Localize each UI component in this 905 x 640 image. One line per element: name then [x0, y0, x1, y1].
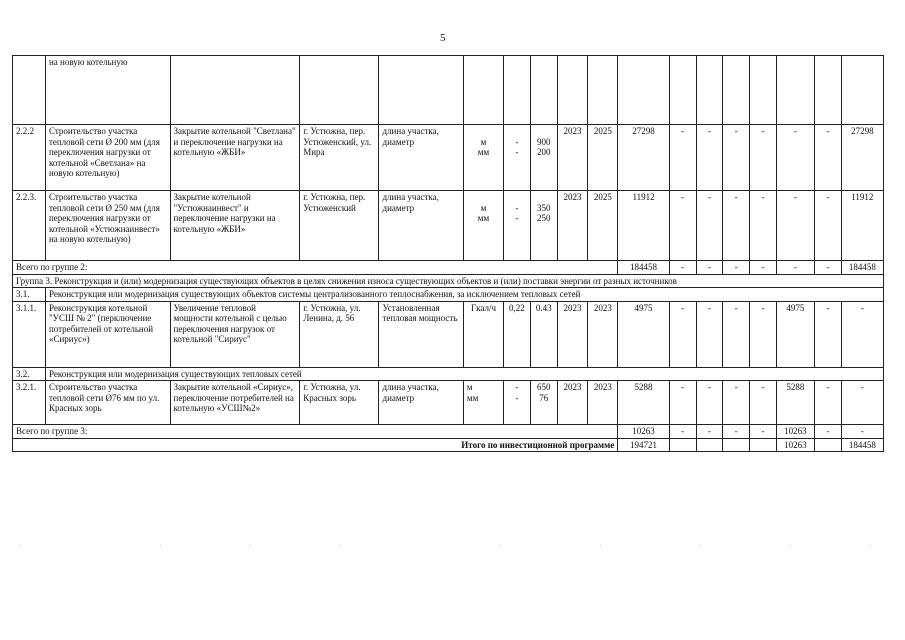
cell-year-value: -: [814, 425, 841, 439]
cell-total: 5288: [618, 381, 669, 425]
cell-year-value: [750, 438, 777, 452]
cell-location: г. Устюжна, ул. Ленина, д. 56: [300, 301, 379, 367]
cell-year-value: -: [669, 301, 696, 367]
cell-final-total: 184458: [841, 438, 883, 452]
cell-year-value: [723, 438, 750, 452]
table-row: [13, 56, 884, 125]
cell-year-value: -: [814, 301, 841, 367]
table-row: [13, 301, 884, 367]
cell-final-total: -: [841, 301, 883, 367]
cell-total: 27298: [618, 125, 669, 191]
cell-num: 2.2.3.: [13, 191, 46, 261]
cell-year-value: -: [723, 301, 750, 367]
cell-year-value: -: [723, 191, 750, 261]
section-row: [13, 288, 884, 302]
cell-end-year: 2023: [588, 301, 618, 367]
grand-total-label: Итого по инвестиционной программе: [13, 438, 618, 452]
cell-param: длина участка, диаметр: [379, 125, 463, 191]
cell-start-year: 2023: [557, 191, 588, 261]
cell-unit: Гкал/ч: [463, 301, 503, 367]
section-num: 3.1.: [13, 288, 46, 302]
group-total-row: [13, 425, 884, 439]
cell-param: Установленная тепловая мощность: [379, 301, 463, 367]
cell-year-value: -: [750, 125, 777, 191]
cell-num: 3.2.1.: [13, 381, 46, 425]
cell-start-year: 2023: [557, 381, 588, 425]
cell-name: на новую котельную: [45, 56, 170, 125]
cell-year-value: -: [723, 381, 750, 425]
scan-noise: [0, 545, 905, 551]
cell-year-value: -: [669, 191, 696, 261]
cell-name: Строительство участка тепловой сети Ø76 мм по ул. Красных зорь: [45, 381, 170, 425]
table-row: [13, 381, 884, 425]
cell-year-value: 10263: [776, 438, 814, 452]
cell-year-value: -: [814, 381, 841, 425]
section-num: 3.2.: [13, 367, 46, 381]
cell-end-year: 2025: [588, 191, 618, 261]
cell-num: [13, 56, 46, 125]
group-header-row: [13, 274, 884, 288]
cell-before: - -: [504, 381, 531, 425]
table-row: [13, 191, 884, 261]
section-title: Реконструкция или модернизация существующих тепловых сетей: [45, 367, 883, 381]
page-number: 5: [440, 32, 446, 44]
cell-name: Строительство участка тепловой сети Ø 200 мм (для переключения нагрузки от котельной «Светлана» на новую котельную): [45, 125, 170, 191]
cell-start-year: 2023: [557, 125, 588, 191]
cell-location: г. Устюжна, ул. Красных зорь: [300, 381, 379, 425]
table-row: [13, 125, 884, 191]
section-title: Реконструкция или модернизация существующих объектов системы централизованного теплоснабжения, за исключением тепловых сетей: [45, 288, 883, 302]
cell-year-value: -: [776, 191, 814, 261]
cell-name: Реконструкция котельной "УСШ № 2" (перключение потребителей от котельной «Сириус»): [45, 301, 170, 367]
cell-param: длина участка, диаметр: [379, 191, 463, 261]
cell-before: 0,22: [504, 301, 531, 367]
cell-year-value: -: [669, 381, 696, 425]
cell-goal: Закрытие котельной «Сириус», переключение потребителей на котельную «УСШ№2»: [170, 381, 300, 425]
cell-year-value: -: [814, 261, 841, 275]
cell-year-value: -: [776, 261, 814, 275]
cell-final-total: -: [841, 381, 883, 425]
group-total-label: Всего по группе 2:: [13, 261, 618, 275]
cell-total: 194721: [618, 438, 669, 452]
cell-total: 4975: [618, 301, 669, 367]
cell-unit: м мм: [463, 381, 503, 425]
cell-total: 184458: [618, 261, 669, 275]
cell-name: Строительство участка тепловой сети Ø 250 мм (для переключения нагрузки от котельной «Устюжнаинвест» на новую котельную): [45, 191, 170, 261]
group-3-header: Группа 3. Реконструкция и (или) модернизация существующих объектов в целях снижения износа существующих объектов и (или) поставки энергии от разных источников: [13, 274, 884, 288]
cell-location: г. Устюжна, пер. Устюженский: [300, 191, 379, 261]
cell-unit: м мм: [463, 125, 503, 191]
cell-year-value: -: [723, 261, 750, 275]
cell-after: 650 76: [530, 381, 557, 425]
group-total-row: [13, 261, 884, 275]
cell-year-value: -: [696, 261, 723, 275]
cell-year-value: -: [696, 425, 723, 439]
cell-end-year: 2025: [588, 125, 618, 191]
cell-total: 11912: [618, 191, 669, 261]
cell-year-value: 10263: [776, 425, 814, 439]
cell-year-value: -: [723, 125, 750, 191]
cell-year-value: -: [696, 191, 723, 261]
cell-start-year: 2023: [557, 301, 588, 367]
cell-final-total: 11912: [841, 191, 883, 261]
cell-year-value: 5288: [776, 381, 814, 425]
group-total-label: Всего по группе 3:: [13, 425, 618, 439]
cell-param: длина участка, диаметр: [379, 381, 463, 425]
cell-total: 10263: [618, 425, 669, 439]
cell-final-total: 27298: [841, 125, 883, 191]
cell-year-value: [696, 438, 723, 452]
cell-year-value: [669, 438, 696, 452]
cell-location: г. Устюжна, пер. Устюженский, ул. Мира: [300, 125, 379, 191]
cell-year-value: -: [776, 125, 814, 191]
cell-goal: Закрытие котельной "Устюжнаинвест" и переключение нагрузки на котельную «ЖБИ»: [170, 191, 300, 261]
cell-year-value: -: [750, 261, 777, 275]
cell-goal: Увеличение тепловой мощности котельной с целью переключения нагрузок от котельной "Сириус": [170, 301, 300, 367]
cell-year-value: -: [750, 301, 777, 367]
section-row: [13, 367, 884, 381]
cell-year-value: -: [750, 425, 777, 439]
cell-year-value: -: [750, 381, 777, 425]
cell-final-total: 184458: [841, 261, 883, 275]
cell-year-value: -: [723, 425, 750, 439]
cell-year-value: 4975: [776, 301, 814, 367]
cell-after: 350 250: [530, 191, 557, 261]
cell-num: 3.1.1.: [13, 301, 46, 367]
cell-goal: Закрытие котельной "Светлана" и переключение нагрузки на котельную «ЖБИ»: [170, 125, 300, 191]
grand-total-row: [13, 438, 884, 452]
cell-after: 0.43: [530, 301, 557, 367]
cell-year-value: -: [669, 261, 696, 275]
cell-year-value: [814, 438, 841, 452]
investment-program-table: [12, 55, 884, 452]
cell-before: - -: [504, 125, 531, 191]
cell-before: - -: [504, 191, 531, 261]
cell-year-value: -: [669, 125, 696, 191]
cell-year-value: -: [750, 191, 777, 261]
cell-year-value: -: [814, 191, 841, 261]
cell-year-value: -: [696, 301, 723, 367]
cell-year-value: -: [696, 381, 723, 425]
cell-year-value: -: [696, 125, 723, 191]
cell-num: 2.2.2: [13, 125, 46, 191]
cell-final-total: -: [841, 425, 883, 439]
cell-unit: м мм: [463, 191, 503, 261]
cell-year-value: -: [669, 425, 696, 439]
cell-year-value: -: [814, 125, 841, 191]
cell-end-year: 2023: [588, 381, 618, 425]
cell-after: 900 200: [530, 125, 557, 191]
